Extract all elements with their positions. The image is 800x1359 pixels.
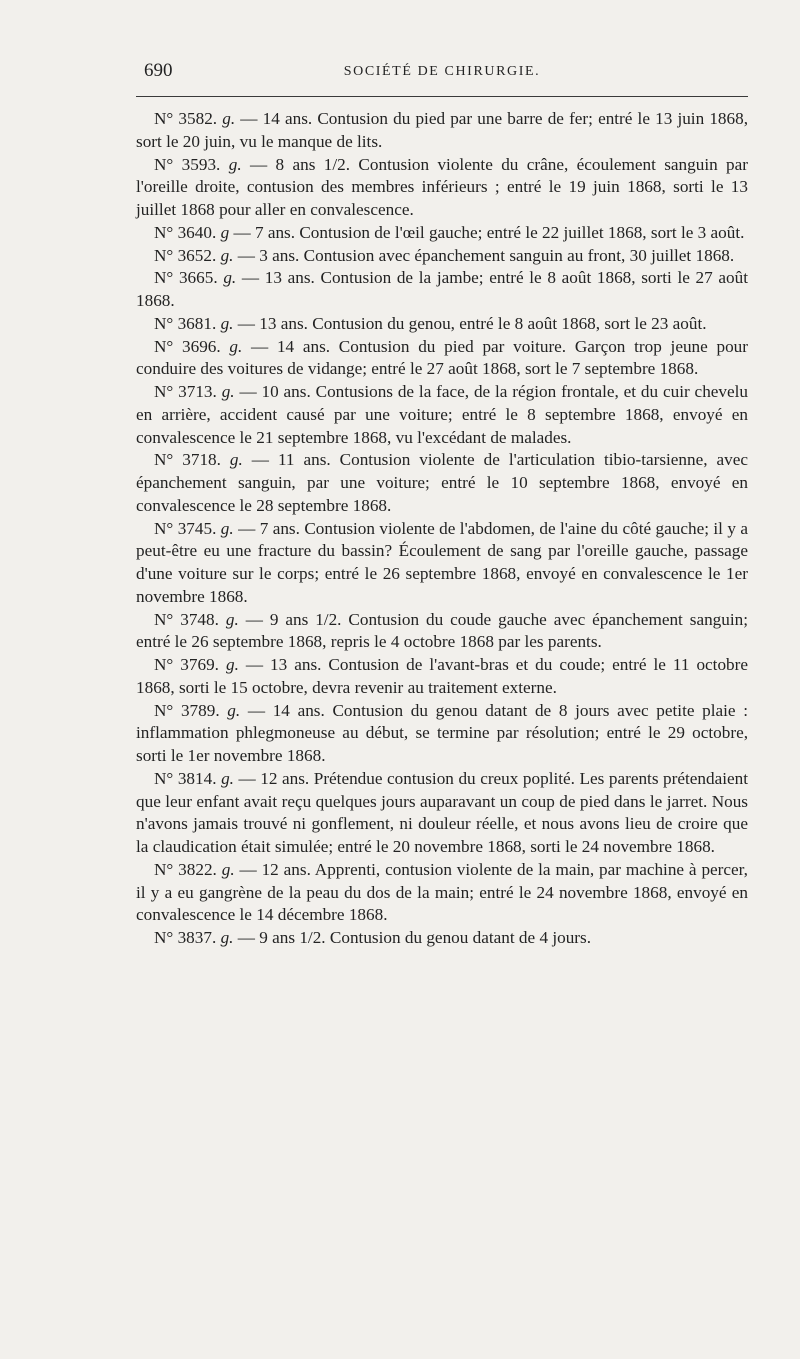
case-entry bbox=[136, 154, 748, 222]
case-entry bbox=[136, 381, 748, 449]
case-sex: g. bbox=[221, 768, 234, 788]
case-number: N° 3665. bbox=[154, 268, 218, 288]
header-rule bbox=[136, 96, 748, 97]
case-sex: g. bbox=[220, 518, 234, 538]
case-text: — 7 ans. Contusion de l'œil gauche; entré le 22 juillet 1868, sort le 3 août. bbox=[229, 222, 745, 242]
case-entry bbox=[136, 609, 748, 655]
case-text: — 14 ans. Contusion du genou datant de 8 jours avec petite plaie : inflammation phlegmoneuse au début, se termine par résolution; entré le 29 octobre, sorti le 1er novembre 1868. bbox=[136, 700, 748, 765]
case-entry bbox=[136, 313, 748, 336]
case-sex: g bbox=[220, 222, 230, 242]
case-number: N° 3718. bbox=[154, 450, 221, 470]
page-number: 690 bbox=[144, 60, 173, 81]
case-number: N° 3745. bbox=[154, 518, 217, 538]
case-sex: g. bbox=[229, 336, 243, 356]
case-sex: g. bbox=[221, 382, 235, 401]
case-entry bbox=[136, 768, 748, 859]
case-sex: g. bbox=[227, 700, 241, 720]
case-sex: g. bbox=[220, 313, 234, 333]
case-text: — 13 ans. Contusion du genou, entré le 8 août 1868, sort le 23 août. bbox=[233, 313, 707, 333]
case-text: — 3 ans. Contusion avec épanchement sanguin au front, 30 juillet 1868. bbox=[233, 245, 735, 265]
case-entry bbox=[136, 245, 748, 268]
case-number: N° 3640. bbox=[154, 222, 217, 242]
case-number: N° 3696. bbox=[154, 336, 221, 356]
case-entry bbox=[136, 336, 748, 382]
case-entry bbox=[136, 859, 748, 927]
case-entry bbox=[136, 654, 748, 700]
case-text: — 13 ans. Contusion de l'avant-bras et du coude; entré le 11 octobre 1868, sorti le 15 octobre, devra revenir au traitement externe. bbox=[136, 655, 748, 697]
case-number: N° 3822. bbox=[154, 859, 217, 879]
case-number: N° 3681. bbox=[154, 313, 217, 333]
case-text: — 14 ans. Contusion du pied par une barre de fer; entré le 13 juin 1868, sort le 20 juin, vu le manque de lits. bbox=[136, 109, 748, 151]
case-sex: g. bbox=[229, 450, 243, 470]
case-entry bbox=[136, 927, 748, 950]
running-head bbox=[136, 58, 748, 88]
header-title: SOCIÉTÉ DE CHIRURGIE. bbox=[343, 64, 541, 79]
case-sex: g. bbox=[220, 928, 234, 947]
case-entry bbox=[136, 108, 748, 154]
case-number: N° 3713. bbox=[154, 382, 217, 401]
case-sex: g. bbox=[225, 655, 239, 674]
case-entry bbox=[136, 449, 748, 517]
case-sex: g. bbox=[222, 109, 236, 128]
case-text: — 9 ans 1/2. Contusion du genou datant de 4 jours. bbox=[233, 928, 592, 947]
case-number: N° 3814. bbox=[154, 768, 217, 788]
case-entry bbox=[136, 518, 748, 609]
case-number: N° 3748. bbox=[154, 609, 219, 629]
case-sex: g. bbox=[228, 154, 242, 174]
case-entry bbox=[136, 222, 748, 245]
case-entry bbox=[136, 267, 748, 313]
case-number: N° 3789. bbox=[154, 700, 220, 720]
case-text: — 7 ans. Contusion violente de l'abdomen, de l'aine du côté gauche; il y a peut-être eu une fracture du bassin? Écoulement de sang par l'oreille gauche, passage d'une voiture sur le corps; entré le 26 septembre 1868, envoyé en convalescence le 1er novembre 1868. bbox=[136, 518, 749, 606]
case-text: — 9 ans 1/2. Contusion du coude gauche avec épanchement sanguin; entré le 26 septembre 1868, repris le 4 octobre 1868 par les parents. bbox=[136, 609, 749, 652]
case-text: — 10 ans. Contusions de la face, de la région frontale, et du cuir chevelu en arrière, accident causé par une voiture; entré le 8 septembre 1868, envoyé en convalescence le 21 septembre 1868, vu l'excédant de malades. bbox=[136, 382, 749, 447]
case-text: — 14 ans. Contusion du pied par voiture. Garçon trop jeune pour conduire des voitures de vidange; entré le 27 août 1868, sort le 7 septembre 1868. bbox=[136, 336, 748, 379]
case-number: N° 3837. bbox=[154, 928, 217, 947]
case-text: — 13 ans. Contusion de la jambe; entré le 8 août 1868, sorti le 27 août 1868. bbox=[136, 268, 748, 310]
case-sex: g. bbox=[223, 268, 237, 288]
case-text: — 8 ans 1/2. Contusion violente du crâne, écoulement sanguin par l'oreille droite, contusion des membres inférieurs ; entré le 19 juin 1868, sorti le 13 juillet 1868 pour aller en convalescence. bbox=[136, 154, 748, 219]
case-text: — 12 ans. Prétendue contusion du creux poplité. Les parents prétendaient que leur enfant avait reçu quelques jours auparavant un coup de pied dans le jarret. Nous n'avons jamais trouvé ni gonflement, ni douleur réelle, et nous avons lieu de croire que la claudication était simulée; entré le 20 novembre 1868, sorti le 24 novembre 1868. bbox=[136, 768, 748, 856]
case-text: — 12 ans. Apprenti, contusion violente de la main, par machine à percer, il y a eu gangrène de la peau du dos de la main; entré le 24 novembre 1868, envoyé en convalescence le 14 décembre 1868. bbox=[136, 859, 748, 925]
case-sex: g. bbox=[221, 859, 235, 879]
case-number: N° 3769. bbox=[154, 655, 219, 674]
case-sex: g. bbox=[220, 245, 234, 265]
case-number: N° 3593. bbox=[154, 154, 221, 174]
case-list bbox=[136, 108, 748, 950]
case-sex: g. bbox=[225, 609, 239, 629]
case-entry bbox=[136, 700, 748, 768]
case-number: N° 3582. bbox=[154, 109, 218, 128]
case-text: — 11 ans. Contusion violente de l'articulation tibio-tarsienne, avec épanchement sanguin, par une voiture; entré le 10 septembre 1868, envoyé en convalescence le 28 septembre 1868. bbox=[136, 450, 748, 515]
case-number: N° 3652. bbox=[154, 245, 217, 265]
